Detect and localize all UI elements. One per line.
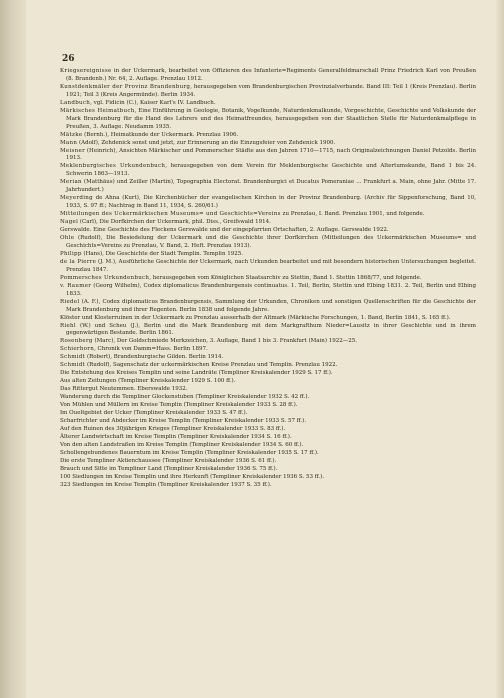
bibliography-entry [60,140,476,148]
bibliography-entry [60,179,476,195]
entry-text: zu Prenzlau, I. Band. Prenzlau 1901, und folgende. [280,211,425,218]
entry-text: Auf den Ruinen des 30jährigen Krieges (Templiner Kreiskalender 1933 S. 83 ff.). [60,425,286,432]
bibliography-entry [60,195,476,211]
entry-text: Schollengebundenes Bauerntum im Kreise Templin (Templiner Kreiskalender 1935 S. 17 ff.). [60,449,319,456]
entry-text: (Bernh.), Heimatkunde der Uckermark. Prenzlau 1906. [82,131,239,138]
bibliography-entry [60,450,476,458]
bibliography-entry [60,132,476,140]
page-number: 26 [62,54,75,64]
entry-text: Die erste Templiner Aktienchaussee (Templiner Kreiskalender 1936 S. 61 ff.). [60,457,277,464]
bibliography-entry [60,283,476,299]
entry-author: Märkisches Heimatbuch [60,107,135,114]
entry-text: 100 Siedlungen im Kreise Templin und ihre Herkunft (Templiner Kreiskalender 1936 S. 53 ff.). [60,473,325,480]
bibliography-entry [60,418,476,426]
entry-author: Nagel [60,219,79,226]
entry-author: Schmidt [60,354,86,361]
bibliography-entry [60,394,476,402]
entry-text: (J. M.), Ausführliche Geschichte der Uckermark, nach Urkunden bearbeitet und mit besondern historischen Untersuchungen begleitet. Prenzlau 1847. [66,258,476,273]
bibliography-entry [60,219,476,227]
entry-text: Aus alten Zeitungen (Templiner Kreiskalender 1929 S. 100 ff.). [60,378,236,385]
entry-text: Von den alten Landstraßen im Kreise Templin (Templiner Kreiskalender 1934 S. 60 ff.). [60,441,304,448]
entry-text: (Rudolf), Die Besiedelung der Uckermark und die Geschichte ihrer Dorfkirchen (Mitteilungen des Uckermärkischen Museums= und Geschichts=Vereins zu Prenzlau, V. Band, 2. Heft. Prenzlau 1913). [66,235,476,249]
entry-author: Philipp [60,250,82,257]
bibliography-entry [60,259,476,275]
bibliography-entry [60,227,476,235]
entry-text: (Robert), Brandenburgische Gilden. Berlin 1914. [85,354,224,361]
bibliography-entry [60,402,476,410]
bibliography-entry [60,84,476,100]
entry-author: de la Pierre [60,258,97,265]
entry-author: Landbuch [60,99,91,106]
entry-text: Gerswalde. Eine Geschichte des Fleckens Gerswalde und der eingepfarrten Ortschaften, 2. Auflage. Gerswalde 1922. [60,227,389,234]
entry-author: Merian [60,179,82,186]
entry-author: Mann [60,139,78,146]
entry-author: Pommersches Urkundenbuch [60,274,150,281]
bibliography-entry [60,163,476,179]
bibliography-entry [60,482,476,490]
bibliography-entry [60,315,476,323]
bibliography-list [60,68,476,490]
bibliography-entry [60,410,476,418]
bibliography-entry [60,100,476,108]
bibliography-entry [60,474,476,482]
entry-text: (Heinrich), Ansichten Märkischer und Pommerscher Städte aus den Jahren 1710—1715, nach Originalzeichnungen Daniel Petzolds. Berlin 1913. [66,147,476,162]
bibliography-entry [60,68,476,84]
entry-author: Riedel [60,298,80,305]
entry-text: (Matthäus) und Zeiller (Martin), Topographia Electorat. Brandenburgici et Ducatus Pomeraniae ... Frankfurt a. Main, ohne Jahr. (Mitte 17. Jahrhundert.) [66,179,476,194]
entry-text: (Rudolf), Sagenschatz der uckermärkischen Kreise Prenzlau und Templin. Prenzlau 1922. [85,362,338,369]
entry-text: , herausgegeben von dem Verein für Meklenburgische Geschichte und Altertumskunde, Band 1 bis 24. Schwerin 1863—1913. [66,163,476,178]
bibliography-entry [60,148,476,164]
entry-author: Mätzke [60,131,83,138]
entry-text: (Hans), Die Geschichte der Stadt Templin. Templin 1925. [81,250,243,257]
entry-text: Wanderung durch die Templiner Glockenstuben (Templiner Kreiskalender 1932 S. 42 ff.). [60,394,310,401]
entry-author: Riehl [60,322,76,329]
entry-text: Scharfrichter und Abdecker im Kreise Templin (Templiner Kreiskalender 1933 S. 57 ff.). [60,417,307,424]
entry-text: Im Oueltgebiet der Ucker (Templiner Kreiskalender 1933 S. 47 ff.). [60,409,248,416]
bibliography-entry [60,251,476,259]
entry-text: (Carl), Die Dorfkirchen der Uckermark, phil. Diss., Greifswald 1914. [78,219,271,226]
entry-text: (W.) und Scheu (J.), Berlin und die Mark Brandenburg mit dem Markgrafthum Nieder=Lausitz in ihrer Geschichte und in ihrem gegenwärtigen Bestande. Berlin 1861. [66,322,476,337]
bibliography-entry [60,108,476,132]
entry-author: Schierhorn [60,346,95,353]
book-page [60,54,476,490]
scan-right-edge [496,0,504,698]
entry-author: Meklenburgisches Urkundenbuch [60,163,166,170]
bibliography-entry [60,442,476,450]
bibliography-entry [60,235,476,251]
entry-text: , Eine Einführung in Geologie, Botanik, Vogelkunde, Naturdenkmalkunde, Vorgeschichte, Geschichte und Volkskunde der Mark Brandenburg für die Hand des Lehrers und des Heimatfreundes, herausgegeben von der Staatlichen Stelle für Naturdenkmalpflege in Preußen, 3. Auflage. Neudamm 1935. [66,107,476,130]
entry-text: , herausgegeben vom Brandenburgischen Provinzialverbande. Band III: Teil 1 (Kreis Prenzlau). Berlin 1921; Teil 3 (Kreis Angermünde). Berlin 1934. [66,83,476,98]
bibliography-entry [60,458,476,466]
entry-text: Älterer Landwirtschaft im Kreise Templin (Templiner Kreiskalender 1934 S. 16 ff.). [60,433,292,440]
entry-text: (Adolf), Zehdenick sonst und jetzt, zur Erinnerung an die Einzugsfeier von Zehdenick 1900. [77,139,336,146]
entry-text: 323 Siedlungen im Kreise Templin (Templiner Kreiskalender 1937 S. 35 ff.). [60,481,272,488]
entry-text: (Marc), Der Goldschmiede Merkzeichen, 3. Auflage, Band 1 bis 3. Frankfurt (Main) 1922—25. [92,338,357,345]
entry-text: (A. F.), Codex diplomaticus Brandenburgensis, Sammlung der Urkunden, Chroniken und sonstigen Quellenschriften für die Geschichte der Mark Brandenburg und ihrer Regenten. Berlin 1838 und folgende Jahre. [66,298,476,313]
entry-text: , vgl. Fidicin (C.), Kaiser Karl's IV. Landbuch. [90,99,216,106]
bibliography-entry [60,426,476,434]
entry-text: , Chronik von Damm=Hass. Berlin 1897. [94,346,208,353]
bibliography-entry [60,370,476,378]
entry-text: Klöster und Klosterruinen in der Uckermark zu Prenzlau ausserhalb der Altmark (Märkische Forschungen, 1. Band, Berlin 1841, S. 165 ff.). [60,314,451,321]
entry-text: (Georg Wilhelm), Codex diplomaticus Brandenburgensis continuatus. 1. Teil, Berlin, Stettin und Elbing 1831. 2. Teil, Berlin und Elbing 1833. [66,282,476,297]
entry-author: Meyerding [60,195,93,202]
bibliography-entry [60,386,476,394]
bibliography-entry [60,338,476,346]
scan-binding-edge [0,0,26,698]
bibliography-entry [60,378,476,386]
bibliography-entry [60,466,476,474]
entry-author: v. Raumer [60,282,92,289]
entry-text: Von Mühlen und Müllern im Kreise Templin (Templiner Kreiskalender 1933 S. 28 ff.). [60,402,298,409]
entry-author: Rosenberg [60,338,93,345]
entry-text: Brauch und Sitte im Templiner Land (Templiner Kreiskalender 1936 S. 75 ff.). [60,465,278,472]
bibliography-entry [60,434,476,442]
entry-author: Meisner [60,147,85,154]
entry-text: de Ahna (Kurt), Die Kirchenbücher der evangelischen Kirchen in der Provinz Brandenburg. (Archiv für Sippenforschung, Band 10, 1933, S. 97 ff.; Nachtrag in Band 11, 1934, S. 260/61.) [66,195,476,210]
entry-author: Mitteilungen des Uckermärkischen Museums= und Geschichts=Vereins [60,211,281,218]
bibliography-entry [60,275,476,283]
bibliography-entry [60,323,476,339]
bibliography-entry [60,299,476,315]
entry-text: Die Entstehung des Kreises Templin und seine Landräte (Templiner Kreiskalender 1929 S. 17 ff.). [60,370,333,377]
entry-author: Kriegsereignisse [60,68,112,74]
bibliography-entry [60,211,476,219]
entry-text: in der Uckermark, bearbeitet von Offizieren des Infanterie=Regiments Generalfeldmarschall Prinz Friedrich Karl von Preußen (8. Brandenb.) Nr. 64, 2. Auflage. Prenzlau 1912. [66,68,476,82]
entry-author: Kunstdenkmäler der Provinz Brandenburg [60,83,191,90]
entry-author: Schmidt [60,362,86,369]
entry-text: Das Rittergut Neutemmen. Eberswalde 1932. [60,386,188,393]
entry-text: , herausgegeben vom Königlichen Staatsarchiv zu Stettin, Band 1. Stettin 1868/77, und folgende. [149,274,422,281]
entry-author: Ohle [60,235,75,242]
